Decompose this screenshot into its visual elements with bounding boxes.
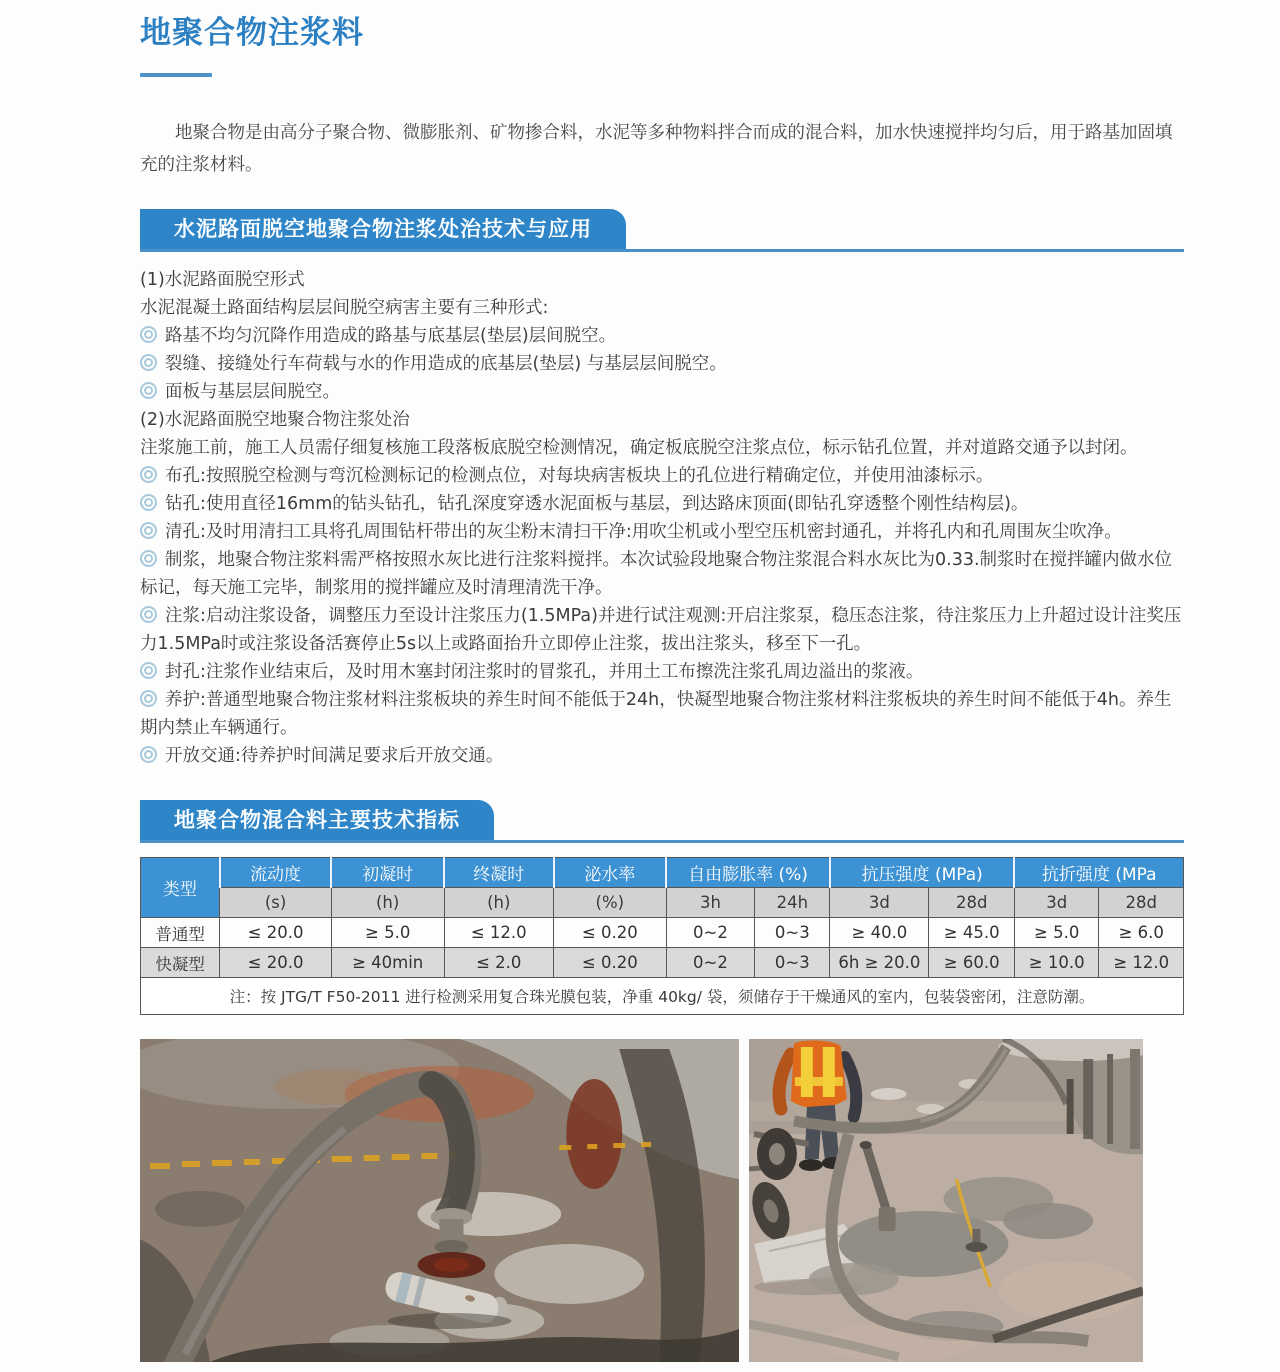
intro-paragraph: 地聚合物是由高分子聚合物、微膨胀剂、矿物掺合料，水泥等多种物料拌合而成的混合料，加水快速搅拌均匀后，用于路基加固填充的注浆材料。: [140, 123, 1173, 175]
row-type-cell: 快凝型: [141, 948, 220, 978]
double-circle-bullet-icon: [140, 354, 157, 371]
value-cell: ≤ 20.0: [220, 948, 332, 978]
table-row: [141, 918, 1184, 948]
double-circle-bullet-icon: [140, 606, 157, 623]
value-cell: ≤ 20.0: [220, 918, 332, 948]
double-circle-bullet-icon: [140, 382, 157, 399]
value-cell: ≥ 40min: [331, 948, 444, 978]
page-title: 地聚合物注浆料: [140, 15, 364, 51]
bullet-item: 路基不均匀沉降作用造成的路基与底基层(垫层)层间脱空。: [140, 322, 1184, 350]
table-header-row: [141, 858, 1184, 888]
row-type-cell: 普通型: [141, 918, 220, 948]
bullet-item: 开放交通:待养护时间满足要求后开放交通。: [140, 742, 1184, 770]
process-paragraphs: [140, 266, 1184, 770]
value-cell: ≤ 0.20: [554, 918, 667, 948]
table-note-row: [141, 978, 1184, 1015]
bullet-item: 面板与基层层间脱空。: [140, 378, 1184, 406]
header-cell-group: 抗折强度 (MPa: [1014, 858, 1183, 888]
value-cell: ≤ 0.20: [554, 948, 667, 978]
photo-row: [140, 1039, 1184, 1362]
value-cell: ≥ 5.0: [331, 918, 444, 948]
spec-table: [140, 857, 1184, 1015]
photo-right-illustration: [749, 1039, 1143, 1362]
bullet-item: 注浆:启动注浆设备，调整压力至设计注浆压力(1.5MPa)并进行试注观测:开启注浆泵，稳压态注浆，待注浆压力上升超过设计注奖压力1.5MPa时或注浆设备活赛停止5s以上或路面抬升立即停止注浆，拔出注浆头，移至下一孔。: [140, 606, 1182, 654]
unit-cell: 3h: [666, 888, 755, 918]
double-circle-bullet-icon: [140, 690, 157, 707]
unit-cell: 3d: [1014, 888, 1098, 918]
value-cell: ≥ 40.0: [830, 918, 929, 948]
table-note: 注：按 JTG/T F50-2011 进行检测采用复合珠光膜包装，净重 40kg/ 袋，须储存于干燥通风的室内，包装袋密闭，注意防潮。: [141, 978, 1184, 1015]
double-circle-bullet-icon: [140, 746, 157, 763]
bullet-item: 钻孔:使用直径16mm的钻头钻孔，钻孔深度穿透水泥面板与基层，到达路床顶面(即钻孔穿透整个刚性结构层)。: [140, 490, 1184, 518]
table-row: [141, 948, 1184, 978]
double-circle-bullet-icon: [140, 494, 157, 511]
bullet-item: 养护:普通型地聚合物注浆材料注浆板块的养生时间不能低于24h，快凝型地聚合物注浆材料注浆板块的养生时间不能低于4h。养生期内禁止车辆通行。: [140, 690, 1172, 738]
photo-grouting-worksite: [749, 1039, 1143, 1362]
bullet-item: 制浆，地聚合物注浆料需严格按照水灰比进行注浆料搅拌。本次试验段地聚合物注浆混合料水灰比为0.33.制浆时在搅拌罐内做水位标记，每天施工完毕，制浆用的搅拌罐应及时清理清洗干净。: [140, 550, 1173, 598]
bullet-item: 封孔:注浆作业结束后，及时用木塞封闭注浆时的冒浆孔，并用土工布擦洗注浆孔周边溢出的浆液。: [140, 658, 1184, 686]
double-circle-bullet-icon: [140, 522, 157, 539]
paragraph: (2)水泥路面脱空地聚合物注浆处治: [140, 410, 410, 430]
value-cell: ≥ 60.0: [929, 948, 1015, 978]
bullet-item: 清孔:及时用清扫工具将孔周围钻杆带出的灰尘粉末清扫干净:用吹尘机或小型空压机密封通孔，并将孔内和孔周围灰尘吹净。: [140, 518, 1184, 546]
unit-cell: 28d: [929, 888, 1015, 918]
header-cell: 终凝时: [444, 858, 554, 888]
paragraph: 注浆施工前，施工人员需仔细复核施工段落板底脱空检测情况，确定板底脱空注浆点位，标示钻孔位置，并对道路交通予以封闭。: [140, 438, 1138, 458]
header-cell-group: 自由膨胀率 (%): [666, 858, 830, 888]
unit-cell: 24h: [755, 888, 830, 918]
header-cell-group: 抗压强度 (MPa): [830, 858, 1015, 888]
value-cell: ≥ 5.0: [1014, 918, 1098, 948]
section-banner-row: [140, 800, 1184, 843]
value-cell: 0~3: [755, 948, 830, 978]
unit-cell: (s): [220, 888, 332, 918]
table-unit-row: [141, 888, 1184, 918]
header-cell: 流动度: [220, 858, 332, 888]
section-banner-row: [140, 209, 1184, 252]
value-cell: 0~2: [666, 948, 755, 978]
bullet-item: 布孔:按照脱空检测与弯沉检测标记的检测点位，对每块病害板块上的孔位进行精确定位，并使用油漆标示。: [140, 462, 1184, 490]
double-circle-bullet-icon: [140, 662, 157, 679]
unit-cell: 3d: [830, 888, 929, 918]
double-circle-bullet-icon: [140, 550, 157, 567]
header-cell-type: 类型: [141, 858, 220, 918]
photo-left-illustration: [140, 1039, 739, 1362]
double-circle-bullet-icon: [140, 466, 157, 483]
title-accent-line: [140, 73, 212, 77]
value-cell: ≥ 10.0: [1014, 948, 1098, 978]
header-cell: 初凝时: [331, 858, 444, 888]
paragraph: (1)水泥路面脱空形式: [140, 270, 305, 290]
value-cell: ≥ 6.0: [1099, 918, 1184, 948]
header-cell: 泌水率: [554, 858, 667, 888]
unit-cell: 28d: [1099, 888, 1184, 918]
value-cell: ≤ 2.0: [444, 948, 554, 978]
value-cell: 0~3: [755, 918, 830, 948]
section-banner-specs: 地聚合物混合料主要技术指标: [140, 800, 494, 840]
value-cell: 6h ≥ 20.0: [830, 948, 929, 978]
section-banner-process: 水泥路面脱空地聚合物注浆处治技术与应用: [140, 209, 626, 249]
value-cell: ≥ 12.0: [1099, 948, 1184, 978]
photo-grouting-hose-on-pavement: [140, 1039, 739, 1362]
safety-vest: [791, 1041, 847, 1109]
unit-cell: (h): [444, 888, 554, 918]
paragraph: 水泥混凝土路面结构层层间脱空病害主要有三种形式:: [140, 298, 549, 318]
value-cell: ≥ 45.0: [929, 918, 1015, 948]
value-cell: ≤ 12.0: [444, 918, 554, 948]
unit-cell: (h): [331, 888, 444, 918]
double-circle-bullet-icon: [140, 326, 157, 343]
unit-cell: (%): [554, 888, 667, 918]
content-column: [140, 0, 1184, 1362]
value-cell: 0~2: [666, 918, 755, 948]
bullet-item: 裂缝、接缝处行车荷载与水的作用造成的底基层(垫层) 与基层层间脱空。: [140, 350, 1184, 378]
